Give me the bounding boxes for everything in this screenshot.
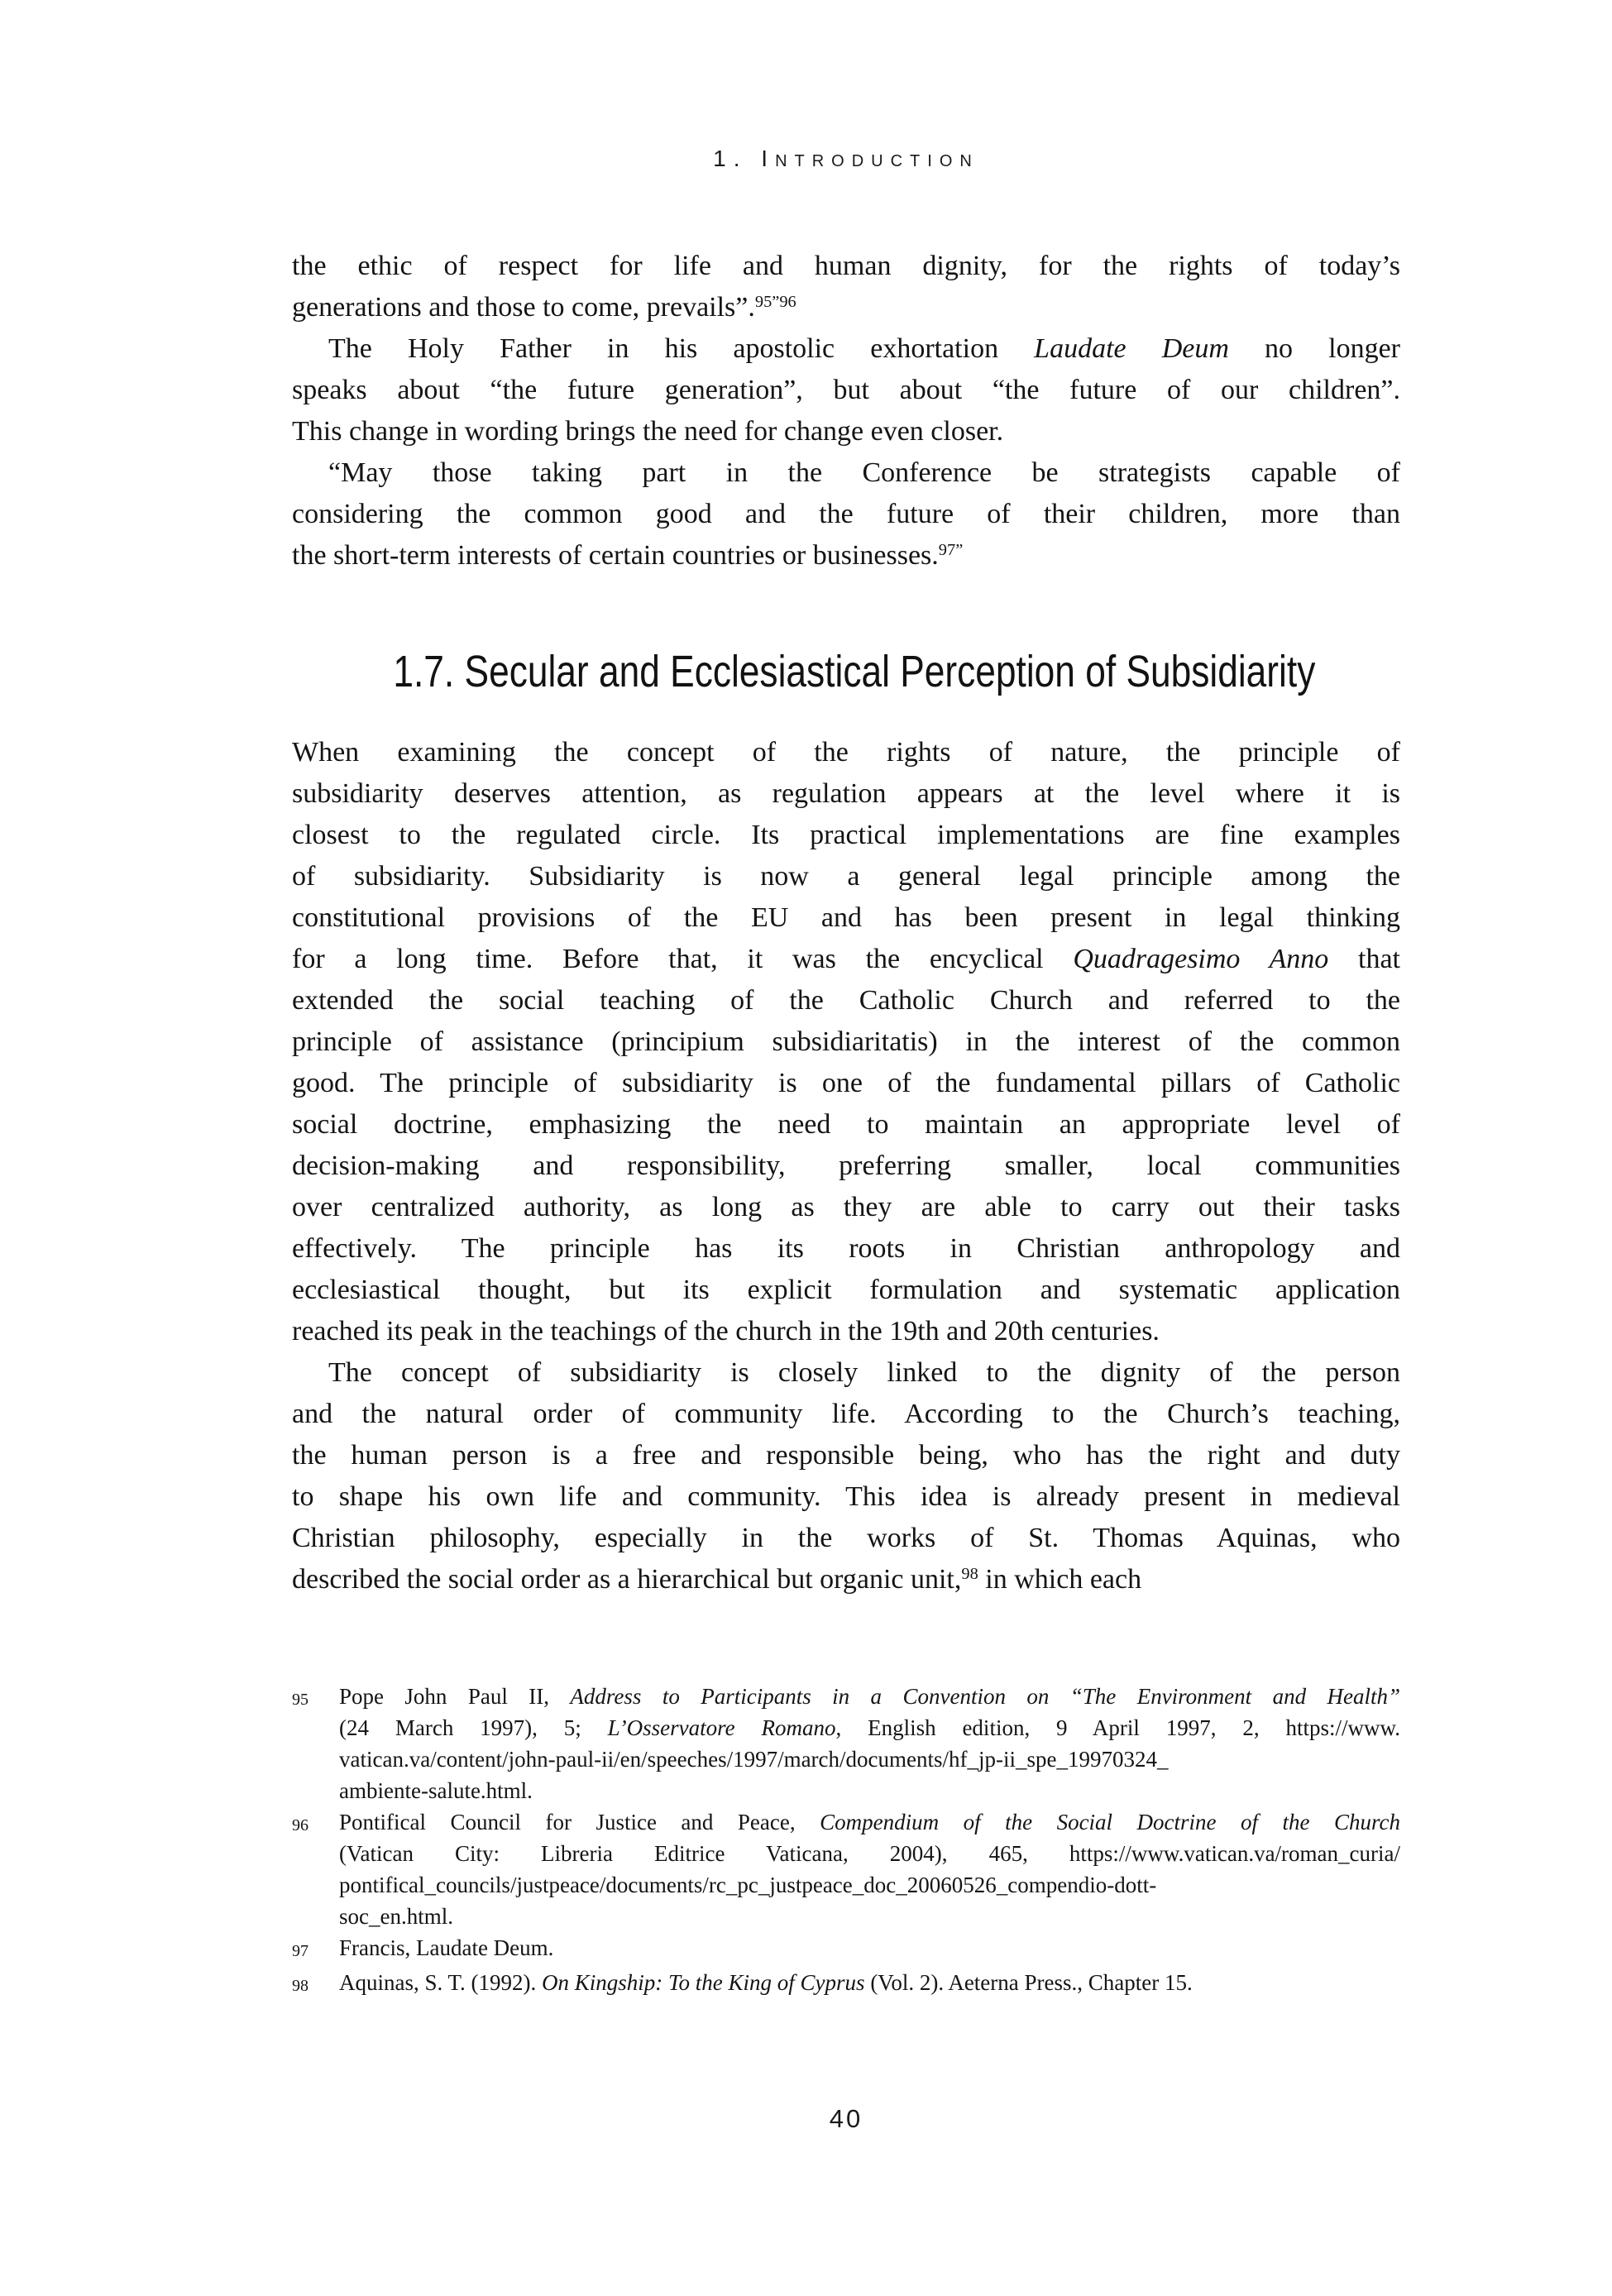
text-segment: in which each (978, 1564, 1142, 1595)
text-line (339, 1901, 1400, 1932)
paragraph (292, 732, 1400, 1352)
text-segment: When examining the concept of the rights of nature, the principle of (292, 737, 1400, 768)
footnote-reference: 97” (938, 540, 964, 559)
text-segment: (Vatican City: Libreria Editrice Vaticana, 2004), 465, https://www.vatican.va/roman_curia/ (339, 1841, 1400, 1866)
text-segment: effectively. The principle has its roots in Christian anthropology and (292, 1233, 1400, 1264)
text-segment: no longer (1228, 333, 1400, 364)
text-segment: extended the social teaching of the Catholic Church and referred to the (292, 985, 1400, 1016)
footnote-number: 96 (292, 1816, 309, 1834)
text-line (292, 1311, 1400, 1352)
text-line (339, 1967, 1400, 1998)
text-line (339, 1744, 1400, 1775)
text-segment: considering the common good and the future of their children, more than (292, 499, 1400, 529)
text-line (292, 897, 1400, 939)
text-segment: (24 March 1997), 5; (339, 1715, 608, 1740)
text-segment: closest to the regulated circle. Its practical implementations are fine examples (292, 820, 1400, 850)
text-segment: constitutional provisions of the EU and has been present in legal thinking (292, 902, 1400, 933)
text-line (339, 1838, 1400, 1869)
text-segment: This change in wording brings the need for change even closer. (292, 416, 1004, 447)
footnote-text (339, 1806, 1400, 1932)
footnote-reference: 98 (961, 1564, 978, 1583)
footnote-number: 98 (292, 1977, 309, 1995)
text-segment: soc_en.html. (339, 1904, 453, 1929)
paragraph (292, 1352, 1400, 1600)
text-line (292, 856, 1400, 897)
text-segment: , English edition, 9 April 1997, 2, https://www. (835, 1715, 1400, 1740)
text-line (292, 1394, 1400, 1435)
text-line (339, 1932, 1400, 1964)
italic-text: Address to Participants in a Convention on “The Environment and Health” (570, 1684, 1400, 1709)
text-segment: the short-term interests of certain countries or businesses. (292, 540, 939, 571)
text-segment: principle of assistance (principium subsidiaritatis) in the interest of the common (292, 1026, 1400, 1057)
text-segment: to shape his own life and community. This idea is already present in medieval (292, 1481, 1400, 1512)
footnote-item (292, 1806, 1400, 1932)
text-segment: over centralized authority, as long as they are able to carry out their tasks (292, 1192, 1400, 1222)
text-segment: of subsidiarity. Subsidiarity is now a general legal principle among the (292, 861, 1400, 892)
text-segment: social doctrine, emphasizing the need to maintain an appropriate level of (292, 1109, 1400, 1140)
footnote-item (292, 1967, 1400, 2002)
text-segment: pontifical_councils/justpeace/documents/rc_pc_justpeace_doc_20060526_compendio-dott- (339, 1873, 1157, 1897)
text-line (339, 1775, 1400, 1806)
text-segment: for a long time. Before that, it was the encyclical (292, 944, 1074, 974)
text-line (292, 452, 1400, 494)
text-line (339, 1712, 1400, 1744)
text-segment: Francis, Laudate Deum. (339, 1935, 554, 1960)
text-segment: “May those taking part in the Conference be strategists capable of (328, 457, 1400, 488)
text-line (292, 1021, 1400, 1063)
footnote-text (339, 1932, 1400, 1964)
footnote-text (339, 1967, 1400, 1998)
text-segment: subsidiarity deserves attention, as regulation appears at the level where it is (292, 778, 1400, 809)
text-segment: Aquinas, S. T. (1992). (339, 1970, 542, 1995)
footnote-number: 97 (292, 1942, 309, 1960)
text-segment: Christian philosophy, especially in the works of St. Thomas Aquinas, who (292, 1523, 1400, 1553)
text-line (292, 535, 1400, 576)
text-line (339, 1806, 1400, 1838)
text-segment: the ethic of respect for life and human dignity, for the rights of today’s (292, 251, 1400, 281)
text-line (292, 1146, 1400, 1187)
running-header: 1. Introduction (713, 146, 979, 171)
text-line (292, 1476, 1400, 1518)
text-line (292, 939, 1400, 980)
footnote-number: 95 (292, 1691, 309, 1709)
paragraph (292, 452, 1400, 576)
text-line (292, 1228, 1400, 1270)
footnote-item (292, 1932, 1400, 1967)
text-line (292, 732, 1400, 773)
text-line (292, 328, 1400, 370)
text-line (339, 1869, 1400, 1901)
text-line (292, 246, 1400, 287)
paragraph (292, 328, 1400, 452)
text-line (292, 980, 1400, 1021)
text-segment: decision-making and responsibility, preferring smaller, local communities (292, 1150, 1400, 1181)
paragraph (292, 246, 1400, 328)
body-column (292, 246, 1400, 1600)
text-segment: described the social order as a hierarchical but organic unit, (292, 1564, 962, 1595)
italic-text: Laudate Deum (1034, 333, 1229, 364)
footnotes-section (292, 1681, 1400, 2002)
text-segment: speaks about “the future generation”, but about “the future of our children”. (292, 375, 1400, 405)
italic-text: Quadragesimo Anno (1073, 944, 1329, 974)
text-segment: ecclesiastical thought, but its explicit formulation and systematic application (292, 1275, 1400, 1305)
text-segment: (Vol. 2). Aeterna Press., Chapter 15. (864, 1970, 1193, 1995)
text-line (292, 815, 1400, 856)
text-line (292, 1270, 1400, 1311)
text-segment: ambiente-salute.html. (339, 1778, 533, 1803)
text-line (292, 1104, 1400, 1146)
text-segment: and the natural order of community life. According to the Church’s teaching, (292, 1399, 1400, 1429)
section-heading (292, 644, 1400, 699)
text-segment: Pontifical Council for Justice and Peace, (339, 1810, 820, 1834)
text-line (292, 287, 1400, 328)
text-segment: generations and those to come, prevails”. (292, 292, 755, 323)
text-line (292, 773, 1400, 815)
text-line (292, 1518, 1400, 1559)
footnote-text (339, 1681, 1400, 1806)
text-segment: the human person is a free and responsible being, who has the right and duty (292, 1440, 1400, 1471)
text-line (339, 1681, 1400, 1712)
text-segment: vatican.va/content/john-paul-ii/en/speeches/1997/march/documents/hf_jp-ii_spe_19970324_ (339, 1747, 1169, 1772)
section-heading-text: 1.7. Secular and Ecclesiastical Perception of Subsidiarity (393, 647, 1316, 696)
text-line (292, 1352, 1400, 1394)
text-segment: The concept of subsidiarity is closely linked to the dignity of the person (328, 1357, 1400, 1388)
italic-text: L’Osservatore Romano (607, 1715, 836, 1740)
text-line (292, 370, 1400, 411)
italic-text: Compendium of the Social Doctrine of the Church (820, 1810, 1400, 1834)
text-line (292, 1435, 1400, 1476)
text-segment: good. The principle of subsidiarity is one of the fundamental pillars of Catholic (292, 1068, 1400, 1098)
text-line (292, 1063, 1400, 1104)
text-line (292, 1187, 1400, 1228)
text-line (292, 411, 1400, 452)
footnote-reference: 95”96 (754, 292, 796, 311)
text-segment: Pope John Paul II, (339, 1684, 571, 1709)
text-segment: The Holy Father in his apostolic exhortation (328, 333, 1035, 364)
page-number: 40 (829, 2104, 863, 2133)
text-line (292, 1559, 1400, 1600)
text-segment: reached its peak in the teachings of the church in the 19th and 20th centuries. (292, 1316, 1160, 1347)
text-line (292, 494, 1400, 535)
text-segment: that (1328, 944, 1401, 974)
footnote-item (292, 1681, 1400, 1806)
italic-text: On Kingship: To the King of Cyprus (542, 1970, 865, 1995)
